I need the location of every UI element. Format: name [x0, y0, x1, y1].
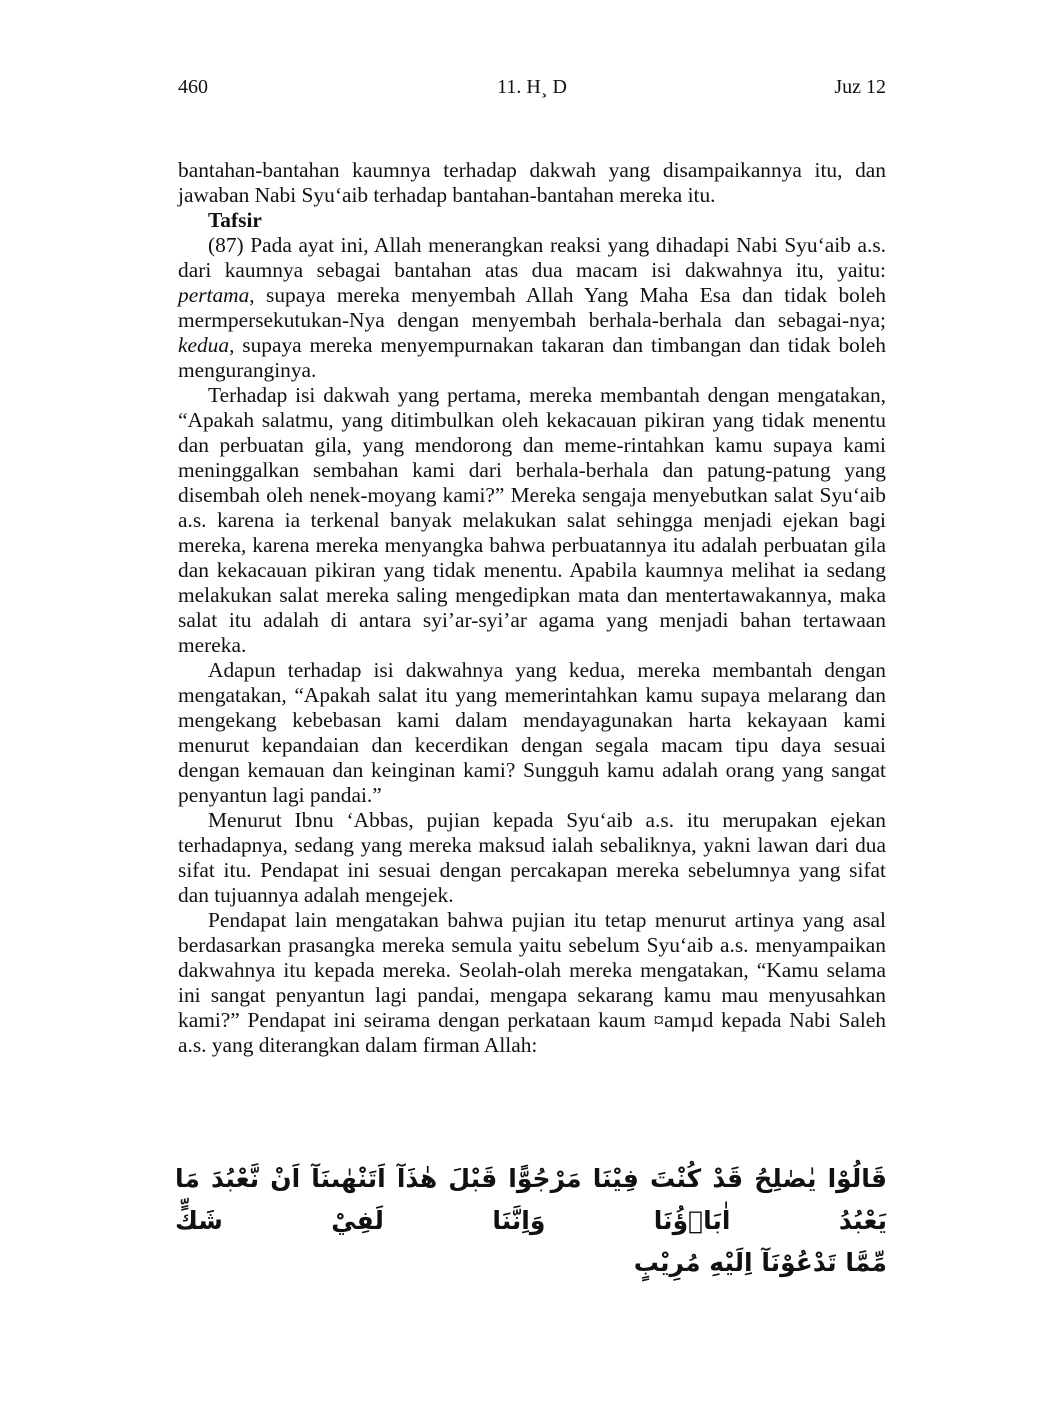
paragraph-87-text-b: , supaya mereka menyembah Allah Yang Maha Esa dan tidak boleh mermpersekutukan-Nya dengan menyembah berhala-berhala dan sebagai-nya;: [178, 283, 886, 332]
paragraph-87-text-c: , supaya mereka menyempurnakan takaran dan timbangan dan tidak boleh menguranginya.: [178, 333, 886, 382]
verse-line-2: مِّمَّا تَدْعُوْنَآ اِلَيْهِ مُرِيْبٍ: [633, 1248, 887, 1277]
intro-paragraph: bantahan-bantahan kaumnya terhadap dakwah yang disampaikannya itu, dan jawaban Nabi Syu‘aib terhadap bantahan-bantahan mereka itu.: [178, 158, 886, 207]
surah-title: 11. H¸ D: [497, 76, 567, 98]
paragraph-87: [178, 233, 886, 383]
page-number: 460: [178, 76, 208, 98]
paragraph-2: Terhadap isi dakwah yang pertama, mereka membantah dengan mengatakan, “Apakah salatmu, yang ditimbulkan oleh kekacauan pikiran yang tidak menentu dan perbuatan gila, yang mendorong dan meme-rintahkan kamu supaya kami meninggalkan sembahan kami dari berhala-berhala dan patung-patung yang disembah oleh nenek-moyang kami?” Mereka sengaja menyebutkan salat Syu‘aib a.s. karena ia terkenal banyak melakukan salat sehingga menjadi ejekan bagi mereka, karena mereka menyangka bahwa perbuatannya itu adalah perbuatan gila dan kekacauan pikiran yang tidak menentu. Apabila kaumnya melihat ia sedang melakukan salat mereka saling mengedipkan mata dan mentertawakannya, maka salat itu adalah di antara syi’ar-syi’ar agama yang menjadi bahan tertawaan mereka.: [178, 383, 886, 657]
page-header: [178, 76, 886, 102]
italic-kedua: kedua: [178, 333, 230, 357]
paragraph-87-text-a: (87) Pada ayat ini, Allah menerangkan reaksi yang dihadapi Nabi Syu‘aib a.s. dari kaumnya sebagai bantahan atas dua macam isi dakwahnya itu, yaitu:: [178, 233, 886, 282]
section-heading: Tafsir: [208, 208, 262, 232]
quran-verse: [175, 1158, 887, 1284]
paragraph-4: Menurut Ibnu ‘Abbas, pujian kepada Syu‘aib a.s. itu merupakan ejekan terhadapnya, sedang yang mereka maksud ialah sebaliknya, yakni lawan dari dua sifat itu. Pendapat ini sesuai dengan percakapan mereka sebelumnya yang sifat dan tujuannya adalah mengejek.: [178, 808, 886, 907]
verse-line-1: قَالُوْا يٰصٰلِحُ قَدْ كُنْتَ فِيْنَا مَرْجُوًّا قَبْلَ هٰذَآ اَتَنْهٰىنَآ اَنْ نَّعْبُدَ مَا يَعْبُدُ اٰبَاۤؤُنَا وَاِنَّنَا لَفِيْ شَكٍّ: [175, 1164, 887, 1235]
body-text: [178, 158, 886, 1058]
italic-pertama: pertama: [178, 283, 250, 307]
paragraph-5: Pendapat lain mengatakan bahwa pujian itu tetap menurut artinya yang asal berdasarkan prasangka mereka semula yaitu sebelum Syu‘aib a.s. menyampaikan dakwahnya itu kepada mereka. Seolah-olah mereka mengatakan, “Kamu selama ini sangat penyantun lagi pandai, mengapa sekarang kamu mau menyusahkan kami?” Pendapat ini seirama dengan perkataan kaum ¤amµd kepada Nabi Saleh a.s. yang diterangkan dalam firman Allah:: [178, 908, 886, 1057]
paragraph-3: Adapun terhadap isi dakwahnya yang kedua, mereka membantah dengan mengatakan, “Apakah salat itu yang memerintahkan kamu supaya melarang dan mengekang kebebasan kami dalam mendayagunakan harta kekayaan kami menurut kepandaian dan kecerdikan dengan segala macam tipu daya sesuai dengan kemauan dan keinginan kami? Sungguh kamu adalah orang yang sangat penyantun lagi pandai.”: [178, 658, 886, 807]
juz-label: Juz 12: [834, 76, 886, 98]
